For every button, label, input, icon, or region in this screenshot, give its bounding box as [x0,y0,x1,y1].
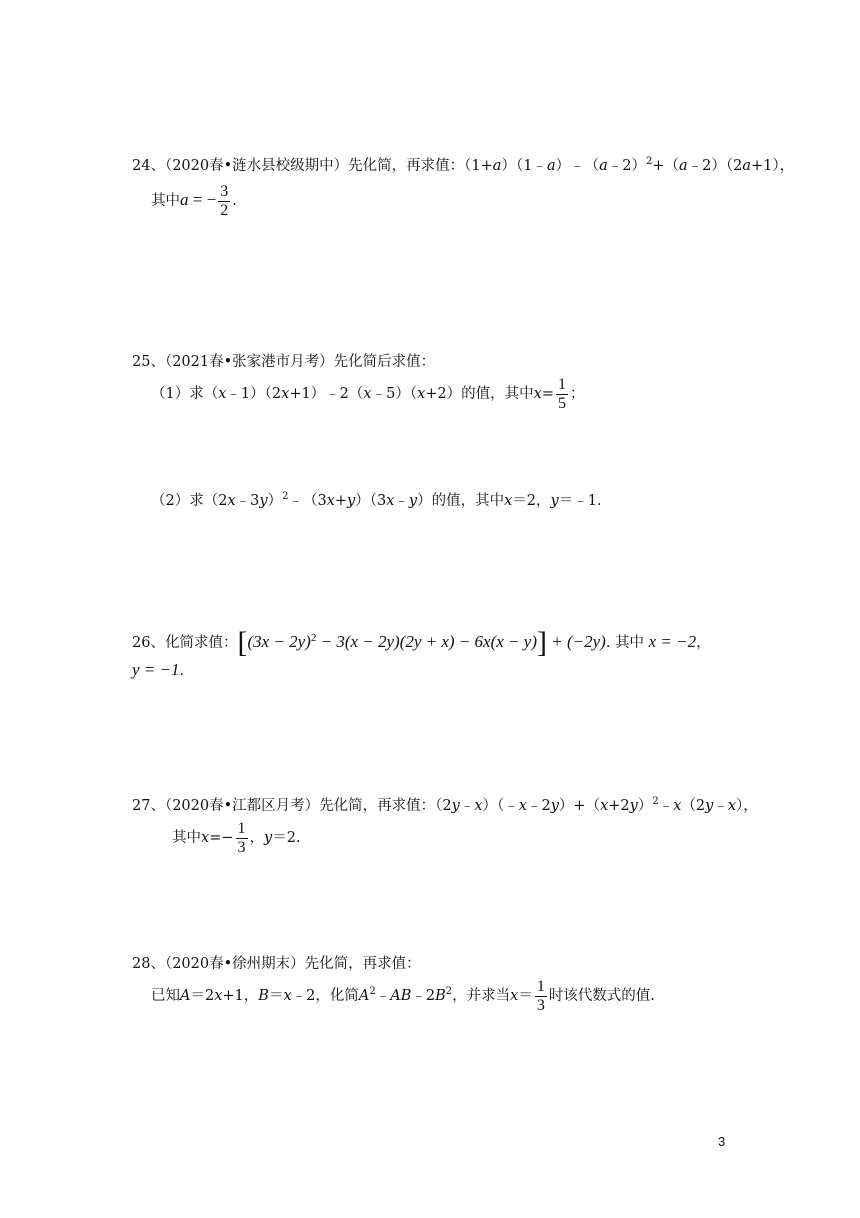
problem-source: （2021春•张家港市月考） [164,354,334,370]
problem-24-line1: 24、（2020春•涟水县校级期中）先化简，再求值：（1+a）（1﹣a）﹣（a﹣2）$^2$+（a﹣2）（2a+1）， [132,156,795,174]
problem-number: 28、 [132,956,165,972]
fraction: $\frac{1}{3}$ [237,819,246,856]
right-bracket: ] [537,626,547,659]
problem-25-part2: （2）求（2x﹣3y）$^2$﹣（3x+y）（3x﹣y）的值，其中x＝2，y＝﹣1. [151,491,602,509]
problem-26-line2: y = −1. [132,660,185,679]
problem-instruction: 先化简，再求值： [304,956,421,972]
problem-instruction: 先化简，再求值： [319,798,436,814]
problem-25-line1 [132,352,435,372]
problem-number: 26、 [132,635,165,651]
problem-instruction: 先化简，再求值： [348,158,465,174]
problem-source: （2020春•徐州期末） [164,956,305,972]
problem-instruction: 先化简后求值： [333,354,436,370]
problem-number: 24、 [132,158,165,174]
problem-instruction: 化简求值： [164,635,238,651]
problem-28-line1 [132,954,421,974]
problem-26-line1: 26、化简求值：$[(3x - 2y)^2 - 3(x - 2y)(2y + x) - 6x(x - y)] + (-2y)$. 其中 x = −2， [132,626,711,659]
problem-number: 25、 [132,354,165,370]
fraction: $\frac{3}{2}$ [220,182,229,219]
left-bracket: [ [237,626,248,659]
problem-25-part1: （1）求（x﹣1）（2x+1）﹣2（x﹣5）（x+2）的值，其中x= $\frac{1}{5}$ ； [151,375,585,412]
page-number: 3 [718,1134,726,1149]
problem-number: 27、 [132,798,165,814]
problem-source: （2020春•涟水县校级期中） [164,158,349,174]
problem-27-line1: 27、（2020春•江都区月考）先化简，再求值：$(2y﹣x)(﹣x﹣2y)+(x+2y)^2﹣x(2y﹣x)$， [132,796,758,814]
problem-source: （2020春•江都区月考） [164,798,320,814]
fraction: $\frac{1}{5}$ [558,375,566,412]
problem-24-condition: 其中a = − $\frac{3}{2}$ . [151,182,237,219]
problem-28-given: 已知A＝2x+1，B＝x﹣2，化简$A^2﹣AB﹣2B^2$，并求当x＝ $\frac{1}{3}$ 时该代数式的值. [151,977,655,1014]
problem-27-condition: 其中x=− $\frac{1}{3}$ ，y＝2. [172,819,301,856]
fraction: $\frac{1}{3}$ [536,977,545,1014]
